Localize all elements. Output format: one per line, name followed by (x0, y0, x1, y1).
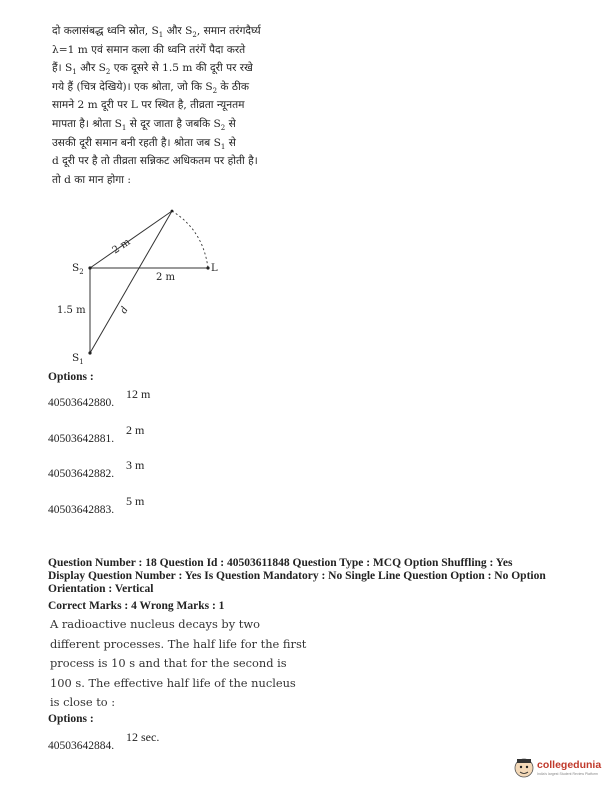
q18-line-5: is close to : (50, 695, 116, 709)
q17-line-9: तो d का मान होगा : (52, 173, 131, 186)
option-value: 2 m (126, 423, 145, 437)
option-q17-3[interactable] (48, 458, 145, 480)
options-heading-q18: Options : (48, 713, 94, 725)
q17-line-3: हैं। $S_1$ और $S_2$ एक दूसरे से 1.5 m की दूरी पर रखे (52, 62, 253, 77)
logo-wordmark: collegedunia (537, 759, 602, 771)
option-id: 40503642880. (48, 397, 115, 409)
option-q17-1[interactable] (48, 387, 151, 409)
question-17-text (52, 22, 300, 189)
question-18-meta (48, 557, 588, 613)
question-18-text (50, 615, 307, 713)
meta-line-2: Display Question Number : Yes Is Question Mandatory : No Single Line Question Option : No Option (48, 570, 546, 582)
listener-path-arc (172, 211, 208, 268)
label-1-5m: 1.5 m (57, 305, 86, 316)
q17-line-7: उसकी दूरी समान बनी रहती है। श्रोता जब $S_1$ से (52, 136, 236, 151)
q17-line-1: दो कलासंबद्ध ध्वनि स्रोत, $S_1$ और $S_2$, समान तरंगदैर्घ्य (52, 25, 261, 40)
collegedunia-logo (513, 754, 603, 782)
q17-line-2: λ=1 m एवं समान कला की ध्वनि तरंगें पैदा करते (52, 43, 246, 56)
option-value: 3 m (126, 458, 145, 472)
apex-point (171, 210, 174, 213)
meta-line-1: Question Number : 18 Question Id : 40503611848 Question Type : MCQ Option Shuffling : Yes (48, 557, 513, 569)
option-q17-4[interactable] (48, 494, 145, 516)
logo-tagline: India's largest Student Review Platform (537, 772, 598, 776)
label-l: L (211, 263, 218, 274)
meta-line-3: Orientation : Vertical (48, 583, 154, 595)
q18-line-1: A radioactive nucleus decays by two (50, 617, 260, 631)
label-2m-slant: 2 m (110, 236, 133, 257)
q17-line-5: सामने 2 m दूरी पर L पर स्थित है, तीव्रता न्यूनतम (52, 99, 245, 112)
option-value: 12 m (126, 387, 151, 401)
option-id: 40503642882. (48, 468, 115, 480)
option-id: 40503642881. (48, 433, 115, 445)
q18-line-2: different processes. The half life for the first (50, 636, 307, 651)
option-q18-1[interactable] (48, 730, 160, 752)
s2-to-apex-line (90, 211, 172, 268)
option-id: 40503642883. (48, 504, 115, 516)
q17-line-4: गये हैं (चित्र देखिये)। एक श्रोता, जो कि $S_2$ के ठीक (52, 80, 249, 95)
l-point (206, 266, 209, 269)
option-q17-2[interactable] (48, 423, 145, 445)
s1-point (88, 351, 91, 354)
label-s1: $S_1$ (72, 352, 84, 366)
mascot-icon (513, 756, 535, 780)
label-s2: $S_2$ (72, 262, 84, 276)
q17-line-8: d दूरी पर है तो तीव्रता सन्निकट अधिकतम पर होती है। (52, 155, 258, 168)
correct-marks: Correct Marks : 4 Wrong Marks : 1 (48, 600, 225, 612)
q17-line-6: मापता है। श्रोता $S_1$ से दूर जाता है जबकि $S_2$ से (52, 117, 236, 133)
label-2m-horizontal: 2 m (156, 272, 176, 283)
s2-point (88, 266, 91, 269)
q18-line-3: process is 10 s and that for the second is (50, 656, 287, 670)
options-heading-q17: Options : (48, 371, 94, 383)
option-value: 5 m (126, 494, 145, 508)
q18-line-4: 100 s. The effective half life of the nucleus (50, 675, 296, 690)
label-d: d (118, 304, 131, 316)
option-value: 12 sec. (126, 730, 160, 744)
option-id: 40503642884. (48, 740, 115, 752)
source-listener-diagram (48, 205, 238, 370)
